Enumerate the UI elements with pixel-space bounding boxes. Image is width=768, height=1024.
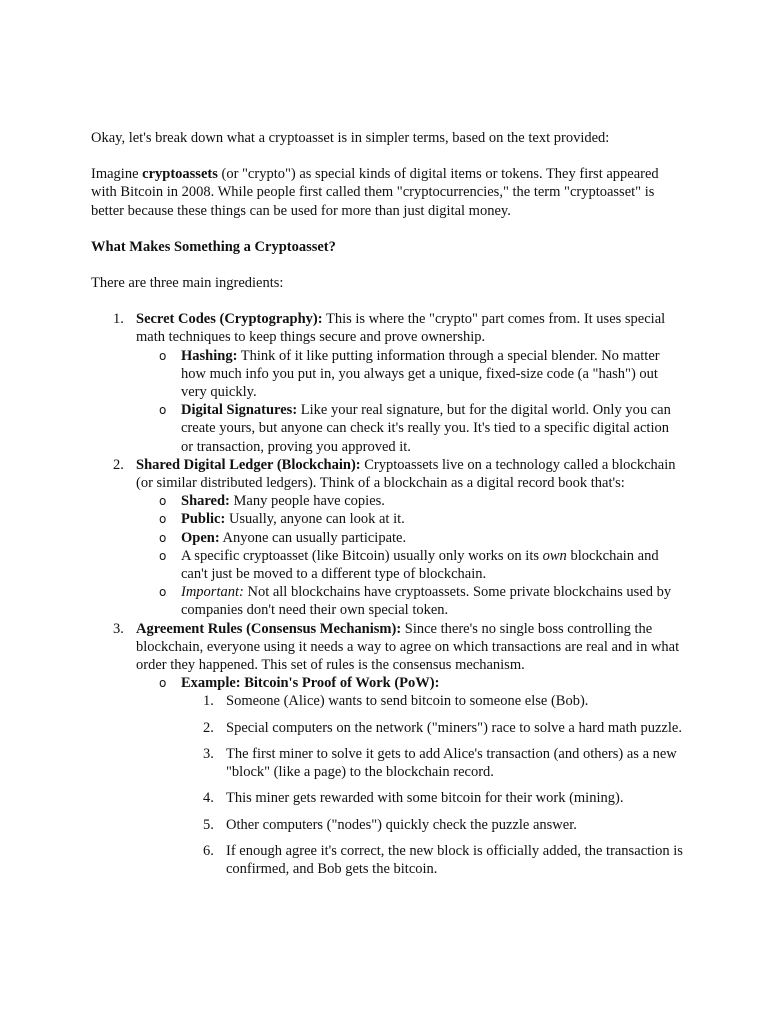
step-text: Other computers ("nodes") quickly check the puzzle answer.	[226, 816, 577, 833]
list-number: 1.	[113, 311, 124, 328]
item-text: Since there's no single boss controlling the blockchain, everyone using it needs a way to agree on which transactions are real and in what order they happened. This set of rules is the consensus mechanism.	[136, 620, 680, 674]
step-number: 4.	[203, 790, 214, 807]
pow-steps-list	[181, 692, 683, 878]
step-number: 5.	[203, 816, 214, 833]
sub-item-digital-signatures	[136, 401, 683, 456]
step-number: 3.	[203, 745, 214, 762]
sub-item-title: Public:	[181, 511, 226, 528]
sub-item-title: Digital Signatures:	[181, 402, 298, 419]
sub-item-title: Shared:	[181, 493, 230, 510]
sub-item-important	[136, 583, 683, 619]
step-item	[181, 692, 683, 710]
sub-item-hashing	[136, 347, 683, 402]
step-item	[181, 816, 683, 834]
bullet-marker: o	[159, 512, 167, 527]
step-text: Special computers on the network ("miners") race to solve a hard math puzzle.	[226, 719, 682, 736]
bullet-marker: o	[159, 548, 167, 563]
sub-item-text: Like your real signature, but for the digital world. Only you can create yours, but anyone can check it's really you. It's tied to a specific digital action or transaction, proving you approved it.	[181, 402, 671, 455]
bullet-marker: o	[159, 585, 167, 600]
step-text: If enough agree it's correct, the new block is officially added, the transaction is confirmed, and Bob gets the bitcoin.	[226, 842, 683, 877]
document-page	[91, 129, 683, 886]
sub-item-title: Hashing:	[181, 347, 238, 364]
list-number: 3.	[113, 620, 124, 637]
step-item	[181, 842, 683, 878]
sub-item-text-post: blockchain and can't just be moved to a different type of blockchain.	[181, 547, 659, 583]
sub-item-text: Not all blockchains have cryptoassets. Some private blockchains used by companies don't need their own special token.	[181, 584, 672, 619]
sub-list	[136, 492, 683, 619]
sub-item-title: Example: Bitcoin's Proof of Work (PoW):	[181, 675, 440, 692]
definition-term: cryptoassets	[142, 166, 218, 183]
lead-paragraph: There are three main ingredients:	[91, 275, 284, 292]
sub-item-text-pre: A specific cryptoasset (like Bitcoin) usually only works on its	[181, 547, 543, 564]
sub-item-text: Think of it like putting information through a special blender. No matter how much info you put in, you always get a unique, fixed-size code (a "hash") out very quickly.	[181, 347, 660, 401]
sub-item-shared	[136, 492, 683, 510]
step-item	[181, 719, 683, 737]
sub-item-pow-example	[136, 674, 683, 878]
item-title: Agreement Rules (Consensus Mechanism):	[136, 620, 402, 637]
step-number: 6.	[203, 842, 214, 859]
bullet-marker: o	[159, 348, 167, 363]
item-title: Secret Codes (Cryptography):	[136, 311, 323, 328]
definition-prefix: Imagine	[91, 166, 143, 183]
item-text: Cryptoassets live on a technology called a blockchain (or similar distributed ledgers). Think of a blockchain as a digital record book that's:	[136, 456, 676, 492]
sub-item-text: Usually, anyone can look at it.	[225, 511, 405, 528]
bullet-marker: o	[159, 494, 167, 509]
item-title: Shared Digital Ledger (Blockchain):	[136, 456, 361, 473]
sub-item-title: Open:	[181, 529, 220, 546]
bullet-marker: o	[159, 530, 167, 545]
step-text: Someone (Alice) wants to send bitcoin to someone else (Bob).	[226, 693, 589, 710]
definition-paragraph	[91, 165, 683, 220]
step-text: The first miner to solve it gets to add Alice's transaction (and others) as a new "block" (like a page) to the blockchain record.	[226, 745, 677, 781]
step-item	[181, 789, 683, 807]
list-item-blockchain	[91, 456, 683, 620]
step-text: This miner gets rewarded with some bitcoin for their work (mining).	[226, 790, 624, 807]
bullet-marker: o	[159, 676, 167, 691]
step-number: 2.	[203, 719, 214, 736]
list-item-cryptography	[91, 310, 683, 456]
list-item-consensus	[91, 620, 683, 878]
sub-item-emphasis: own	[542, 547, 567, 564]
definition-rest: (or "crypto") as special kinds of digital items or tokens. They first appeared with Bitcoin in 2008. While people first called them "cryptocurrencies," the term "cryptoasset" is better because these things can be used for more than just digital money.	[91, 166, 659, 219]
step-number: 1.	[203, 693, 214, 710]
sub-item-text: Many people have copies.	[229, 493, 385, 510]
sub-item-own-blockchain	[136, 547, 683, 583]
intro-paragraph: Okay, let's break down what a cryptoasset is in simpler terms, based on the text provided:	[91, 130, 610, 146]
item-text: This is where the "crypto" part comes from. It uses special math techniques to keep things secure and prove ownership.	[136, 311, 666, 346]
step-item	[181, 745, 683, 781]
ingredients-list	[91, 310, 683, 878]
sub-item-text: Anyone can usually participate.	[219, 529, 407, 546]
sub-item-open	[136, 529, 683, 547]
sub-item-public	[136, 510, 683, 528]
sub-item-italic-label: Important:	[181, 584, 244, 601]
section-heading: What Makes Something a Cryptoasset?	[91, 238, 336, 255]
sub-list	[136, 347, 683, 456]
sub-list	[136, 674, 683, 878]
list-number: 2.	[113, 456, 124, 473]
bullet-marker: o	[159, 403, 167, 418]
